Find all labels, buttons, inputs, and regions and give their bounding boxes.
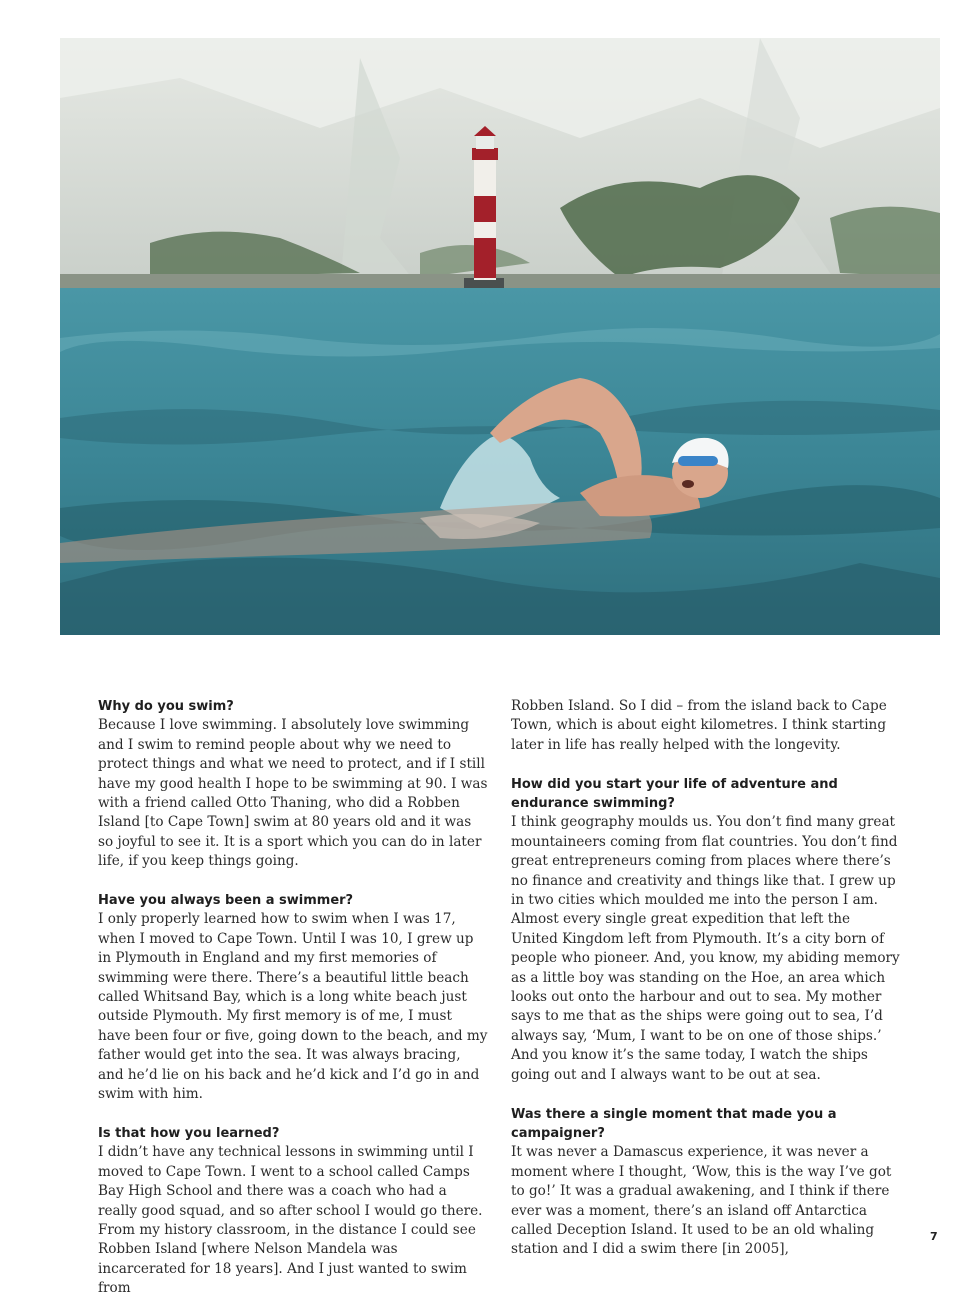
answer-paragraph: It was never a Damascus experience, it was never a moment where I thought, ‘Wow, this is the way I’ve got to go!’ It was a gradual awakening, and I think if there ever was a moment, there’s an island off Antarctica called Deception Island. It used to be an old whaling station and I did a swim there [in 2005], — [511, 1144, 892, 1258]
question-heading: Have you always been a swimmer? — [98, 893, 354, 909]
right-column — [511, 697, 901, 1260]
continued-paragraph: Robben Island. So I did – from the island back to Cape Town, which is about eight kilometres. I think starting later in life has really helped with the longevity. — [511, 698, 887, 753]
answer-paragraph: I only properly learned how to swim when I was 17, when I moved to Cape Town. Until I was 10, I grew up in Plymouth in England and my first memories of swimming were there. There’s a beautiful little beach called Whitsand Bay, which is a long white beach just outside Plymouth. My first memory is of me, I must have been four or five, going down to the beach, and my father would get into the sea. It was always bracing, and he’d lie on his back and he’d kick and I’d go in and swim with him. — [98, 911, 488, 1103]
question-heading: How did you start your life of adventure and endurance swimming? — [511, 776, 838, 812]
question-heading: Is that how you learned? — [98, 1125, 280, 1141]
swimmer-lighthouse-illustration — [60, 38, 940, 635]
answer-paragraph: Because I love swimming. I absolutely love swimming and I swim to remind people about why we need to protect things and what we need to protect, and if I still have my good health I hope to be swimming at 90. I was with a friend called Otto Thaning, who did a Robben Island [to Cape Town] swim at 80 years old and it was so joyful to see it. It is a sport which you can do in later life, if you keep things going. — [98, 717, 488, 870]
question-heading: Was there a single moment that made you a campaigner? — [511, 1106, 837, 1141]
hero-photo — [60, 38, 940, 635]
question-heading: Why do you swim? — [98, 699, 234, 714]
page-number: 7 — [930, 1230, 938, 1243]
answer-paragraph: I think geography moulds us. You don’t find many great mountaineers coming from flat countries. You don’t find great entrepreneurs coming from places where there’s no finance and creativity and things like that. I grew up in two cities which moulded me into the person I am. Almost every single great expedition that left the United Kingdom left from Plymouth. It’s a city born of people who pioneer. And, you know, my abiding memory as a little boy was standing on the Hoe, an area which looks out onto the harbour and out to sea. My mother says to me that as the ships were going out to sea, I’d always say, ‘Mum, I want to be on one of those ships.’ And you know it’s the same today, I watch the ships going out and I always want to be out at sea. — [511, 814, 900, 1083]
goggles — [678, 456, 718, 466]
left-column — [98, 697, 488, 1299]
answer-paragraph: I didn’t have any technical lessons in swimming until I moved to Cape Town. I went to a school called Camps Bay High School and there was a coach who had a really good squad, and so after school I would go there. From my history classroom, in the distance I could see Robben Island [where Nelson Mandela was incarcerated for 18 years]. And I just wanted to swim from — [98, 1144, 483, 1297]
